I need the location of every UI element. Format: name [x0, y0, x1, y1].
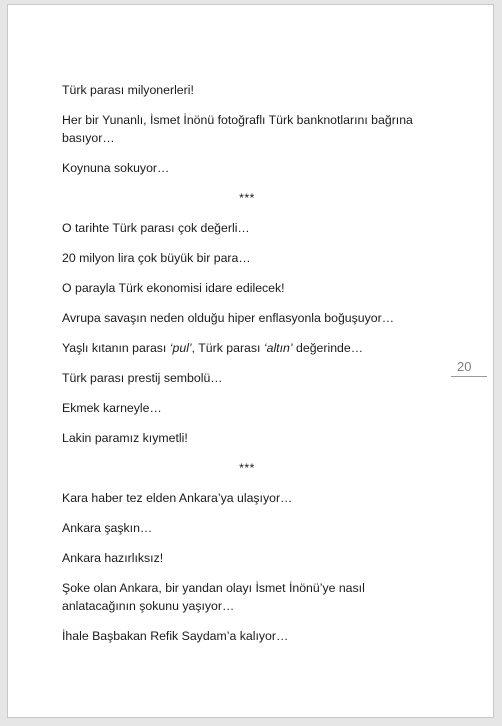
- paragraph: Türk parası prestij sembolü…: [62, 371, 223, 385]
- paragraph: Kara haber tez elden Ankara’ya ulaşıyor…: [62, 491, 293, 505]
- paragraph-mixed: [62, 339, 432, 357]
- text-run: Yaşlı kıtanın parası: [62, 341, 170, 355]
- paragraph: Koynuna sokuyor…: [62, 161, 170, 175]
- page-content: [62, 81, 432, 657]
- italic-text: ‘pul’: [169, 341, 192, 355]
- italic-text: ‘altın’: [263, 341, 293, 355]
- text-run: , Türk parası: [191, 341, 264, 355]
- paragraph: Ankara şaşkın…: [62, 521, 153, 535]
- paragraph: Avrupa savaşın neden olduğu hiper enflasyonla boğuşuyor…: [62, 311, 395, 325]
- paragraph: Her bir Yunanlı, İsmet İnönü fotoğraflı Türk banknotlarını bağrına basıyor…: [62, 113, 413, 145]
- paragraph: 20 milyon lira çok büyük bir para…: [62, 251, 251, 265]
- document-page: [7, 4, 494, 718]
- text-run: değerinde…: [292, 341, 364, 355]
- paragraph: Ekmek karneyle…: [62, 401, 162, 415]
- paragraph: İhale Başbakan Refik Saydam’a kalıyor…: [62, 629, 289, 643]
- paragraph: Ankara hazırlıksız!: [62, 551, 164, 565]
- paragraph: Şoke olan Ankara, bir yandan olayı İsmet İnönü’ye nasıl anlatacağının şokunu yaşıyor…: [62, 581, 365, 613]
- paragraph: Lakin paramız kıymetli!: [62, 431, 188, 445]
- page-number: 20: [451, 358, 487, 377]
- paragraph: Türk parası milyonerleri!: [62, 83, 194, 97]
- paragraph: O parayla Türk ekonomisi idare edilecek!: [62, 281, 285, 295]
- paragraph: O tarihte Türk parası çok değerli…: [62, 221, 250, 235]
- section-separator: ***: [239, 461, 255, 475]
- section-separator: ***: [239, 191, 255, 205]
